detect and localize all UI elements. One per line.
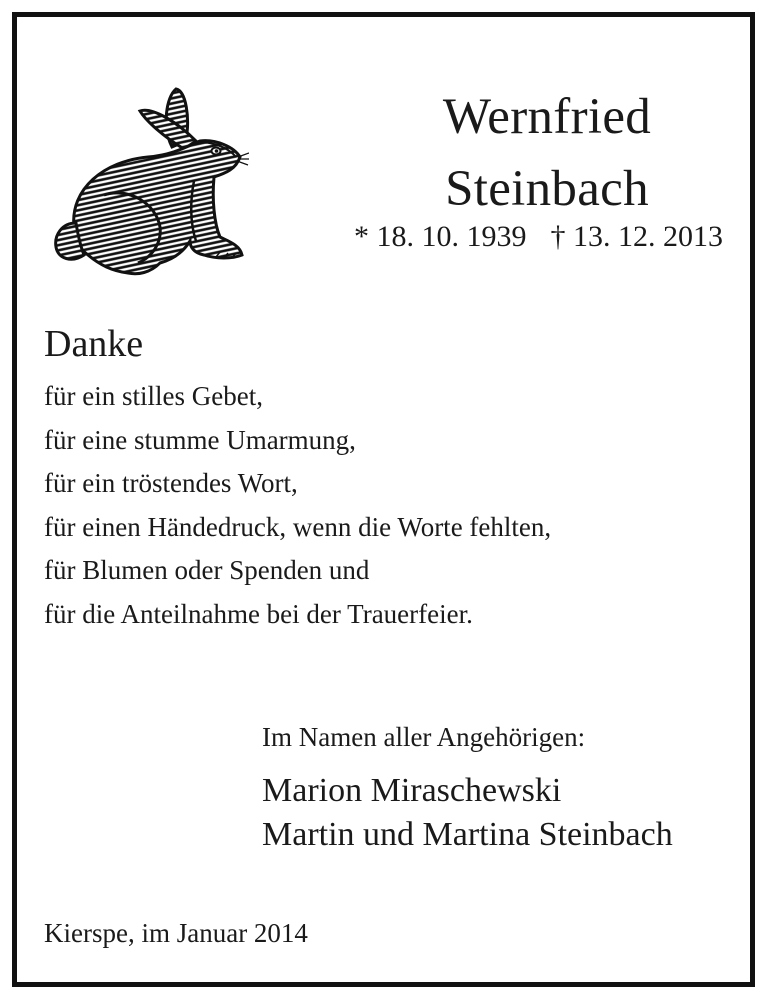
thanks-heading: Danke bbox=[44, 323, 144, 365]
birth-date: * 18. 10. 1939 bbox=[354, 220, 527, 253]
thanks-line: für ein tröstendes Wort, bbox=[44, 468, 298, 499]
signatory-name: Martin und Martina Steinbach bbox=[262, 816, 673, 853]
thanks-line: für einen Händedruck, wenn die Worte fehlten, bbox=[44, 511, 552, 542]
first-name: Wernfried bbox=[442, 89, 652, 145]
thanks-line: für eine stumme Umarmung, bbox=[44, 424, 356, 455]
notice-frame bbox=[12, 12, 755, 987]
signatory-name: Marion Miraschewski bbox=[262, 772, 562, 809]
thanks-line: für ein stilles Gebet, bbox=[44, 381, 263, 411]
last-name: Steinbach bbox=[445, 161, 649, 217]
signature-block bbox=[262, 717, 673, 857]
death-date: † 13. 12. 2013 bbox=[550, 220, 723, 253]
thanks-line: für die Anteilnahme bei der Trauerfeier. bbox=[44, 598, 473, 629]
thanks-list bbox=[44, 375, 551, 637]
rabbit-icon bbox=[44, 77, 249, 277]
life-dates bbox=[354, 217, 734, 257]
signatory-list bbox=[262, 769, 673, 857]
thanks-line: für Blumen oder Spenden und bbox=[44, 555, 370, 586]
place-date: Kierspe, im Januar 2014 bbox=[44, 918, 308, 948]
signature-intro: Im Namen aller Angehörigen: bbox=[262, 722, 586, 752]
deceased-name bbox=[377, 81, 717, 225]
